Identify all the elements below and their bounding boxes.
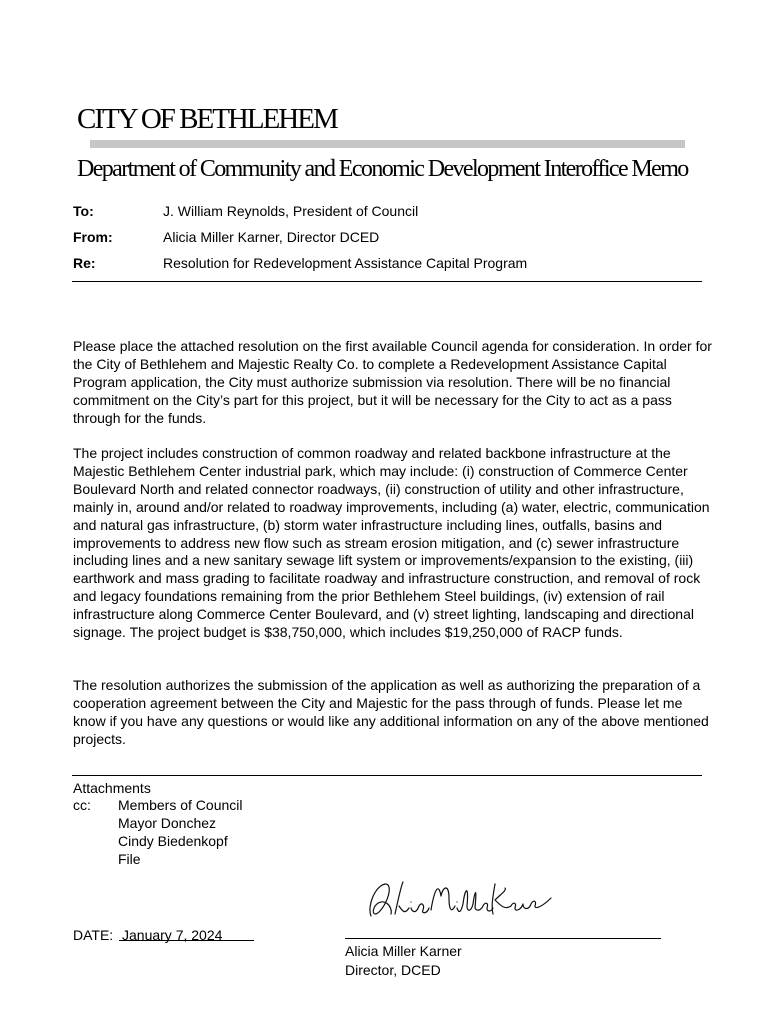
to-label: To:	[73, 203, 94, 219]
to-value: J. William Reynolds, President of Council	[163, 203, 419, 219]
cc-item: Cindy Biedenkopf	[118, 833, 228, 849]
signer-title: Director, DCED	[345, 962, 441, 978]
date-value: January 7, 2024	[122, 927, 223, 943]
footer-rule	[72, 775, 702, 776]
cc-item: File	[118, 851, 141, 867]
body-paragraph-1: Please place the attached resolution on the first available Council agenda for consideration. In order for the City of Bethlehem and Majestic Realty Co. to complete a Redevelopment Assistance Capital Program application, the City must authorize submission via resolution. There will be no financial commitment on the City’s part for this project, but it will be necessary for the City to act as a pass through for the funds.	[73, 338, 712, 426]
department-title: Department of Community and Economic Development Interoffice Memo	[77, 156, 688, 182]
attachments-label: Attachments	[73, 780, 151, 796]
signer-name: Alicia Miller Karner	[345, 943, 462, 959]
signature-text: Alicia Miller Karner	[365, 872, 374, 873]
header-rule	[72, 281, 702, 282]
date-underline	[119, 940, 254, 941]
from-value: Alicia Miller Karner, Director DCED	[163, 229, 380, 245]
signature-line	[345, 938, 661, 939]
handwritten-signature	[365, 872, 555, 924]
from-label: From:	[73, 229, 113, 245]
title-divider-bar	[90, 140, 685, 148]
cc-label: cc:	[73, 797, 91, 813]
re-label: Re:	[73, 255, 96, 271]
body-paragraph-3: The resolution authorizes the submission of the application as well as authorizing the preparation of a cooperation agreement between the City and Majestic for the pass through of funds. Please let me know if you have any questions or would like any additional information on any of the above mentioned projects.	[73, 677, 709, 747]
cc-item: Members of Council	[118, 797, 243, 813]
org-title: CITY OF BETHLEHEM	[77, 103, 337, 135]
body-paragraph-2: The project includes construction of common roadway and related backbone infrastructure at the Majestic Bethlehem Center industrial park, which may include: (i) construction of Commerce Center Boulevard North and related connector roadways, (ii) construction of utility and other infrastructure, mainly in, around and/or related to roadway improvements, including (a) water, electric, communication and natural gas infrastructure, (b) storm water infrastructure including lines, outfalls, basins and improvements to address new flow such as stream erosion mitigation, and (c) sewer infrastructure including lines and a new sanitary sewage lift system or improvements/expansion to the existing, (iii) earthwork and mass grading to facilitate roadway and infrastructure construction, and removal of rock and legacy foundations remaining from the prior Bethlehem Steel buildings, (iv) extension of rail infrastructure along Commerce Center Boulevard, and (v) street lighting, landscaping and directional signage. The project budget is $38,750,000, which includes $19,250,000 of RACP funds.	[73, 445, 710, 641]
date-label: DATE:	[73, 927, 114, 943]
re-value: Resolution for Redevelopment Assistance Capital Program	[163, 255, 528, 271]
cc-item: Mayor Donchez	[118, 815, 217, 831]
